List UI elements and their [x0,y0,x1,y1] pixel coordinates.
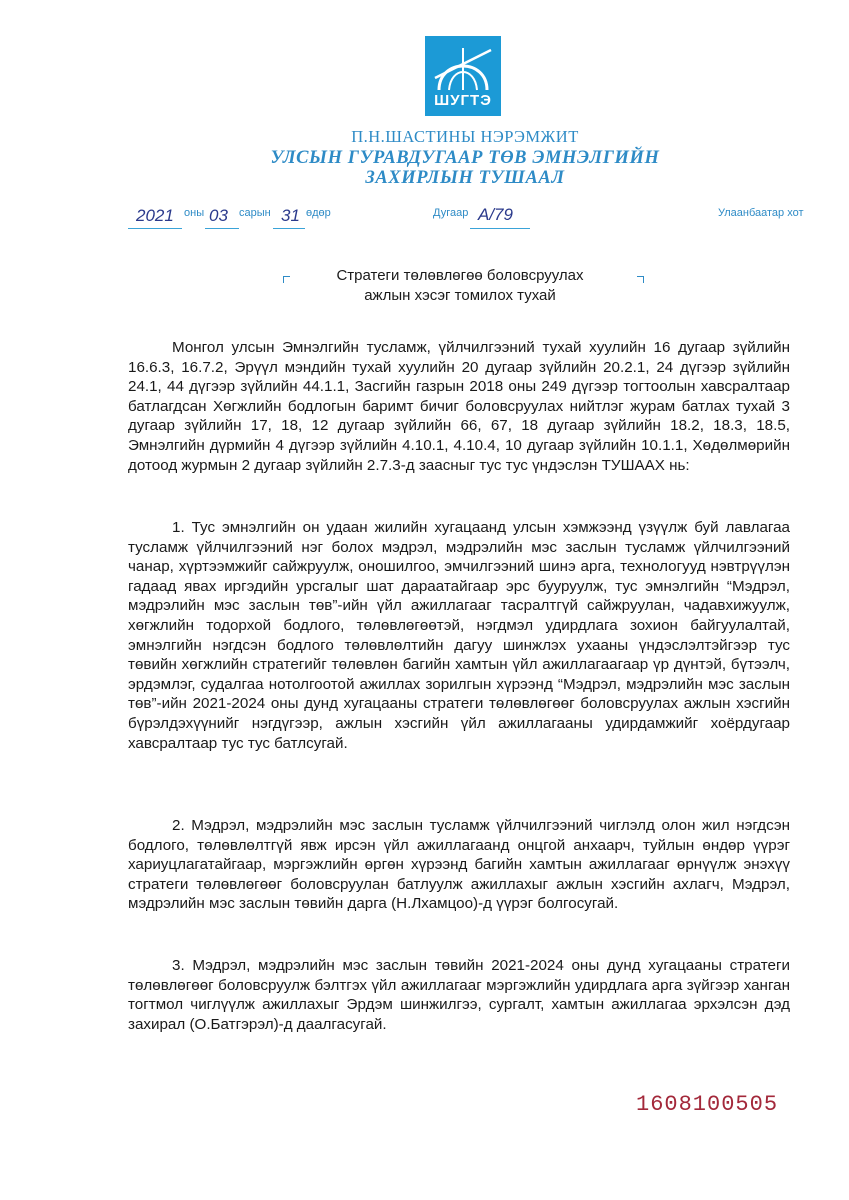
date-day: 31 [281,206,300,225]
month-underline [205,228,239,229]
document-subject [260,266,660,306]
hospital-logo [425,36,501,116]
day-underline [273,228,305,229]
place-label: Улаанбаатар хот [718,207,804,219]
date-month: 03 [209,206,228,225]
preamble-paragraph: Монгол улсын Эмнэлгийн тусламж, үйлчилгээний тухай хуулийн 16 дугаар зүйлийн 16.6.3, 16.7.2, Эрүүл мэндийн тухай хуулийн 20 дугаар зүйлийн 20.2.1, 24 дүгээр зүйлийн 24.1, 44 дүгээр зүйлийн 44.1.1, Засгийн газрын 2018 оны 249 дүгээр тогтоолын хавсралтаар батлагдсан Хөгжлийн бодлогын баримт бичиг боловсруулах нийтлэг журам батлах тухай 3 дугаар зүйлийн 17, 18, 12 дугаар зүйлийн 66, 67, 18 дугаар зүйлийн 18.2, 18.3, 18.5, Эмнэлгийн дүрмийн 4 дүгээр зүйлийн 4.10.1, 4.10.4, 10 дугаар зүйлийн 10.1.1, Хөдөлмөрийн дотоод журмын 2 дугаар зүйлийн 2.7.3-д заасныг тус тус үндэслэн ТУШААХ нь: [128,339,790,474]
document-number: А/79 [478,205,513,224]
order-item-3: 3. Мэдрэл, мэдрэлийн мэс заслын төвийн 2021-2024 оны дунд хугацааны стратеги төлөвлөгөөг боловсруулж бэлтгэх үйл ажиллагааг мэргэжлийн удирдлага арга зүйгээр ханган тогтмол чиглүүлж ажиллахыг Эрдэм шинжилгээ, сургалт, хамтын ажиллагаа эрхэлсэн дэд захирал (О.Батгэрэл)-д даалгасугай. [128,957,790,1033]
date-day-label: өдөр [306,207,331,219]
year-underline [128,228,182,229]
org-name-line1: П.Н.ШАСТИНЫ НЭРЭМЖИТ [351,127,579,146]
number-label: Дугаар [433,207,469,219]
date-month-label: сарын [239,207,271,219]
order-item-2: 2. Мэдрэл, мэдрэлийн мэс заслын тусламж үйлчилгээний чиглэлд олон жил нэгдсэн бодлого, төлөвлөлтгүй явж ирсэн үйл ажиллагаанд онцгой анхаарч, туйлын өндөр үүрэг хариуцлагатайгаар, мэргэжлийн өргөн хүрээнд багийн хамтын ажиллагааг өрнүүлж энэхүү стратеги төлөвлөгөөг боловсруулан батлуулж ажиллахыг ажлын хэсгийн ахлагч, Мэдрэл, мэдрэлийн мэс заслын төвийн дарга (Н.Лхамцоо)-д үүрэг болгосугай. [128,817,790,913]
serial-number-stamp: 1608100505 [636,1092,779,1117]
order-item-1: 1. Тус эмнэлгийн он удаан жилийн хугацаанд улсын хэмжээнд үзүүлж буй лавлагаа тусламж үйлчилгээний нэг болох мэдрэл, мэдрэлийн мэс заслын тусламж үйлчилгээний чанар, хүртээмжийг сайжруулж, оношилгоо, эмчилгээний шинэ арга, технологууд нэвтрүүлэн гадаад явах иргэдийн урсгалыг шат дараатайгаар эрс бууруулж, тус эмнэлгийн “Мэдрэл, мэдрэлийн мэс заслын төв”-ийн үйл ажиллагааг тасралтгүй сайжруулан, чадавхижуулж, хөгжлийн тодорхой бодлого, төлөвлөгөөтэй, нэгдмэл удирдлага зохион байгуулалтай, эмнэлгийн нэгдсэн бодлого төлөвлөлтийн дагуу шинжлэх ухааны үндэслэлтэйгээр тус төвийн хөгжлийн стратегийг төлөвлөн багийн хамтын үйл ажиллагаагаар үр дүнтэй, бүтээлч, эрдэмлэг, судалгаа нотолгоотой ажиллах зорилгын хүрээнд “Мэдрэл, мэдрэлийн мэс заслын төв”-ийн 2021-2024 оны дунд хугацааны стратеги төлөвлөгөөг боловсруулах ажлын хэсгийн бүрэлдэхүүнийг нэгдүгээр, ажлын хэсгийн үйл ажиллагааны удирдамжийг хоёрдугаар хавсралтаар тус тус батлсугай. [128,519,790,752]
document-type-title: ЗАХИРЛЫН ТУШААЛ [365,168,565,188]
date-year-label: оны [184,207,205,219]
date-year: 2021 [136,206,174,225]
subject-line1: Стратеги төлөвлөгөө боловсруулах [336,267,584,284]
subject-line2: ажлын хэсэг томилох тухай [364,287,556,304]
logo-text: ШУГТЭ [434,92,492,109]
org-name-line2: УЛСЫН ГУРАВДУГААР ТӨВ ЭМНЭЛГИЙН [270,148,660,168]
number-underline [470,228,530,229]
